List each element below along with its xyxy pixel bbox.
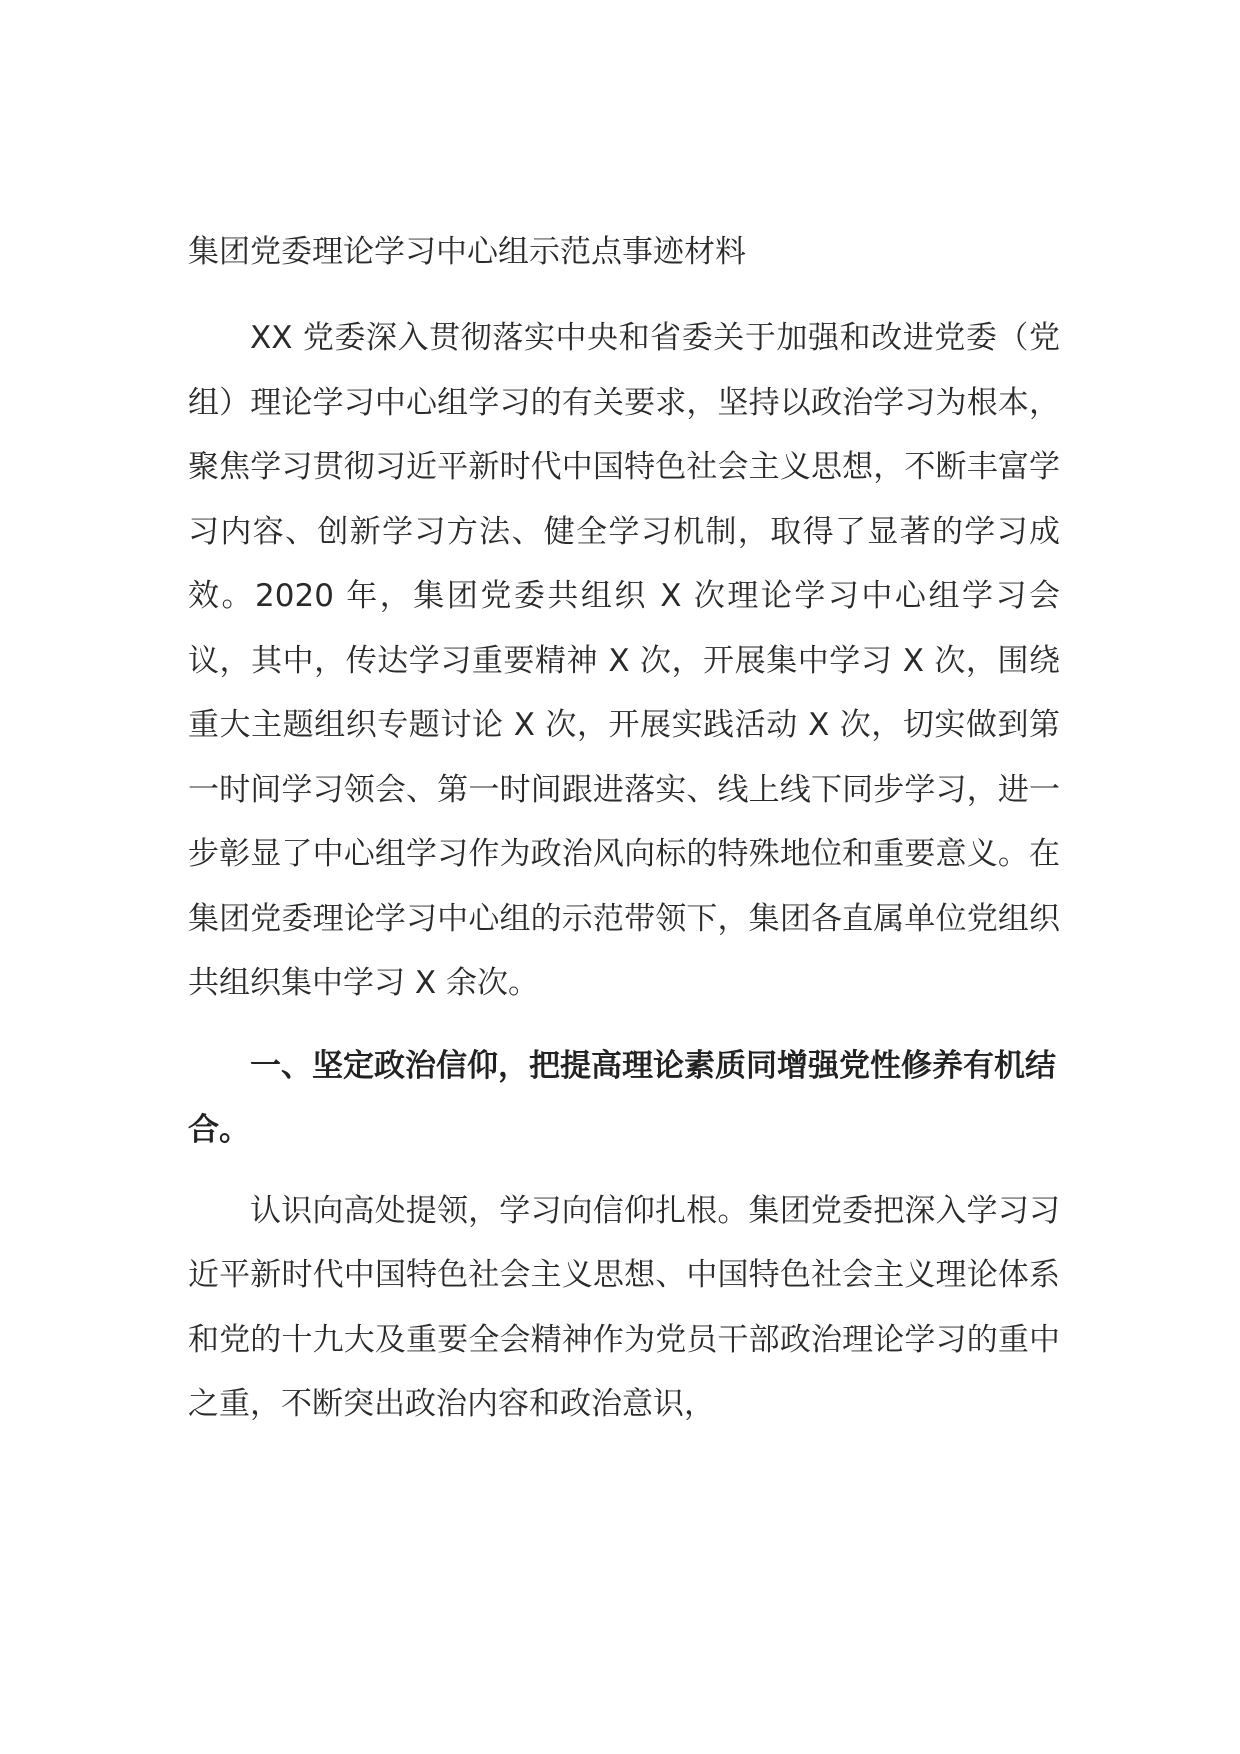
document-body xyxy=(188,222,1060,1437)
section-1-paragraph: 认识向高处提领，学习向信仰扎根。集团党委把深入学习习近平新时代中国特色社会主义思想、中国特色社会主义理论体系和党的十九大及重要全会精神作为党员干部政治理论学习的重中之重，不断突出政治内容和政治意识， xyxy=(188,1192,1060,1422)
section-heading-1: 一、坚定政治信仰，把提高理论素质同增强党性修养有机结合。 xyxy=(188,1047,1056,1148)
document-title: 集团党委理论学习中心组示范点事迹材料 xyxy=(188,234,746,270)
intro-paragraph: XX 党委深入贯彻落实中央和省委关于加强和改进党委（党组）理论学习中心组学习的有关要求，坚持以政治学习为根本，聚焦学习贯彻习近平新时代中国特色社会主义思想，不断丰富学习内容、创新学习方法、健全学习机制，取得了显著的学习成效。2020 年，集团党委共组织 X 次理论学习中心组学习会议，其中，传达学习重要精神 X 次，开展集中学习 X 次，围绕重大主题组织专题讨论 X 次，开展实践活动 X 次，切实做到第一时间学习领会、第一时间跟进落实、线上线下同步学习，进一步彰显了中心组学习作为政治风向标的特殊地位和重要意义。在集团党委理论学习中心组的示范带领下，集团各直属单位党组织共组织集中学习 X 余次。 xyxy=(188,320,1060,1001)
